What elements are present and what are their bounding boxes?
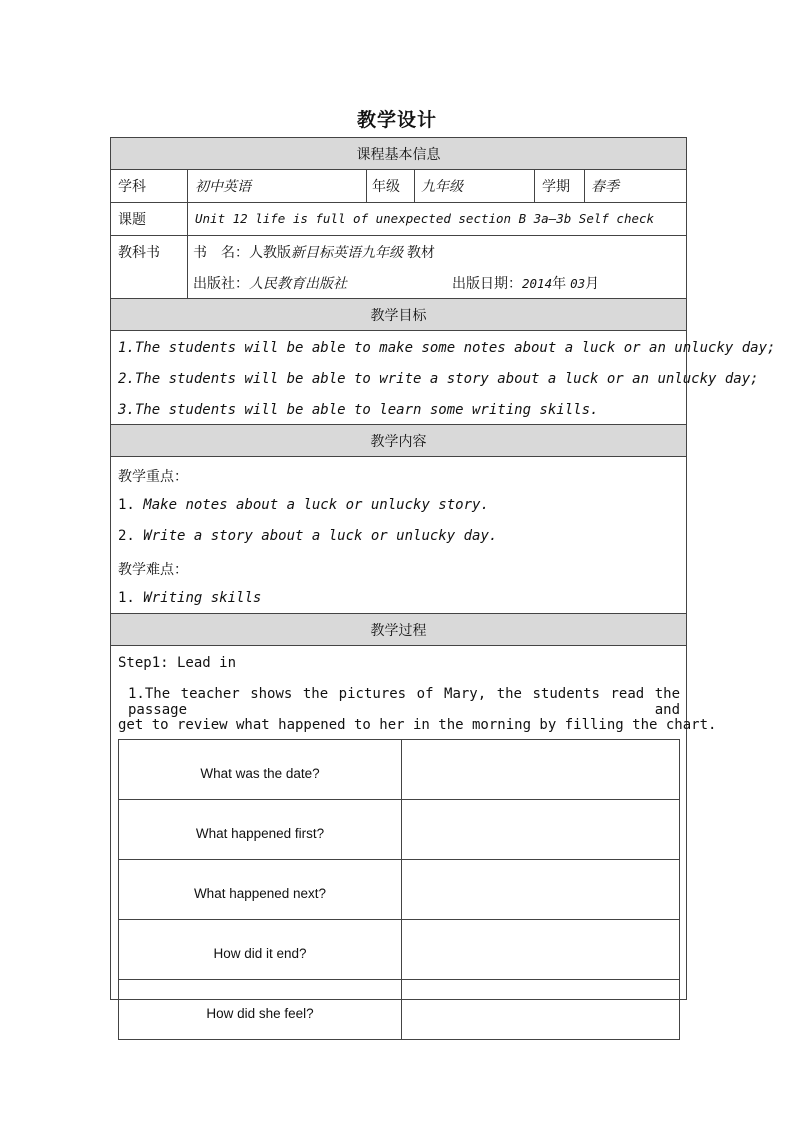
objective-item: 2.The students will be able to write a story about a luck or an unlucky day; [118, 371, 759, 387]
column-divider [414, 170, 415, 202]
key-points-label: 教学重点： [118, 469, 188, 485]
column-divider [534, 170, 535, 202]
book-name-suffix: 教材 [407, 245, 435, 261]
chart-question: How did she feel? [119, 980, 402, 1040]
publisher-value: 人民教育出版社 [249, 276, 347, 292]
process-header: 教学过程 [110, 613, 687, 646]
chart-answer-cell[interactable] [402, 740, 680, 800]
table-row [119, 740, 680, 800]
difficult-point-item [118, 590, 261, 606]
topic-value: Unit 12 life is full of unexpected section B 3a—3b Self check [195, 211, 655, 226]
book-name-series: 新目标英语九年级 [291, 245, 403, 261]
chart-answer-cell[interactable] [402, 860, 680, 920]
pub-date-year: 2014 [522, 275, 553, 291]
pub-date-month: 03 [570, 275, 586, 291]
process-paragraph-line: get to review what happened to her in the morning by filling the chart. [118, 717, 717, 733]
key-point-item [118, 528, 497, 544]
table-row [119, 920, 680, 980]
chart-question: How did it end? [119, 920, 402, 980]
document-title: 教学设计 [356, 109, 437, 131]
chart-answer-cell[interactable] [402, 980, 680, 1040]
column-divider [584, 170, 585, 202]
publisher [193, 268, 347, 298]
pub-date-month-unit: 月 [585, 276, 600, 292]
grade-value: 九年级 [421, 179, 463, 195]
textbook-label: 教科书 [118, 245, 160, 261]
table-row [119, 980, 680, 1040]
content-header: 教学内容 [110, 424, 687, 457]
book-name [193, 237, 435, 267]
pub-date-year-unit: 年 [552, 276, 567, 292]
topic-label: 课题 [118, 211, 146, 228]
subject-value: 初中英语 [195, 179, 251, 195]
table-row [119, 860, 680, 920]
subject-label: 学科 [118, 179, 146, 195]
process-paragraph-line: 1.The teacher shows the pictures of Mary, the students read the passage and [128, 686, 680, 718]
chart-question: What happened next? [119, 860, 402, 920]
column-divider [187, 170, 188, 298]
difficult-point-number: 1. [118, 590, 135, 606]
review-chart [118, 739, 680, 1040]
chart-question: What happened first? [119, 800, 402, 860]
key-point-number: 2. [118, 528, 135, 544]
table-row [119, 800, 680, 860]
term-value: 春季 [591, 179, 619, 195]
key-point-text: Make notes about a luck or unlucky story. [143, 497, 489, 513]
step1-heading: Step1: Lead in [118, 655, 237, 671]
difficult-point-text: Writing skills [143, 590, 262, 606]
chart-answer-cell[interactable] [402, 800, 680, 860]
difficult-points-label: 教学难点： [118, 562, 188, 578]
key-point-number: 1. [118, 497, 135, 513]
divider [110, 235, 687, 236]
objective-item: 3.The students will be able to learn some writing skills. [118, 402, 599, 418]
publish-date [452, 268, 599, 298]
book-name-prefix: 书 名：人教版 [193, 245, 291, 261]
objectives-header: 教学目标 [110, 298, 687, 331]
publisher-prefix: 出版社： [193, 276, 249, 292]
grade-label: 年级 [372, 179, 400, 195]
key-point-item [118, 497, 489, 513]
term-label: 学期 [542, 179, 570, 195]
objective-item: 1.The students will be able to make some notes about a luck or an unlucky day; [118, 340, 776, 356]
column-divider [366, 170, 367, 202]
chart-answer-cell[interactable] [402, 920, 680, 980]
chart-question: What was the date? [119, 740, 402, 800]
key-point-text: Write a story about a luck or unlucky day. [143, 528, 498, 544]
basic-info-header: 课程基本信息 [110, 137, 687, 170]
pub-date-prefix: 出版日期： [452, 276, 522, 292]
